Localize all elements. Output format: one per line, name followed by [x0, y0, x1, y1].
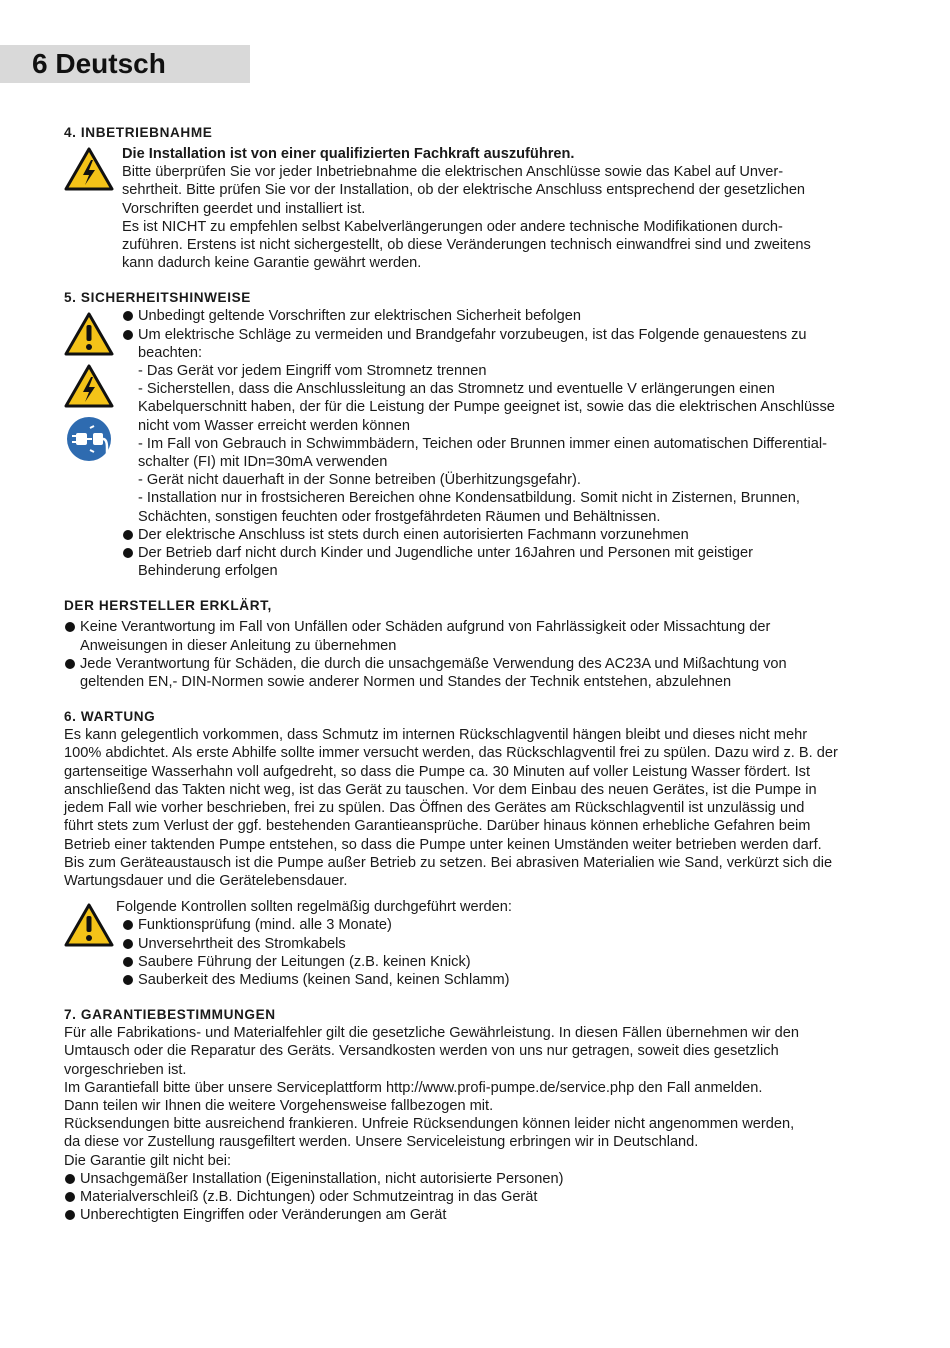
text-line: Wartungsdauer und die Gerätelebensdauer. — [64, 872, 348, 889]
text-line: Im Garantiefall bitte über unsere Serviceplattform http://www.profi-pumpe.de/service.php den Fall anmelden. — [64, 1079, 763, 1096]
text-line: Es ist NICHT zu empfehlen selbst Kabelverlängerungen oder andere technische Modifikationen durch- — [122, 218, 783, 235]
list-item: Unbedingt geltende Vorschriften zur elektrischen Sicherheit befolgen — [122, 307, 890, 325]
list-item: Funktionsprüfung (mind. alle 3 Monate) — [122, 916, 890, 934]
section-7-heading: 7. GARANTIEBESTIMMUNGEN — [64, 1007, 276, 1023]
section-4-body — [64, 145, 890, 272]
dash-line: - Das Gerät vor jedem Eingriff vom Stromnetz trennen — [138, 363, 487, 380]
dash-line: Kabelquerschnitt haben, der für die Leistung der Pumpe geeignet ist, sowie das die elektrischen Anschlüsse — [138, 399, 835, 416]
text-line: Rücksendungen bitte ausreichend frankieren. Unfreie Rücksendungen können leider nicht angenommen werden, — [64, 1116, 795, 1133]
section-4-bold-line: Die Installation ist von einer qualifizierten Fachkraft auszuführen. — [122, 146, 575, 162]
text-line: Bitte überprüfen Sie vor jeder Inbetriebnahme die elektrischen Anschlüsse sowie das Kabel auf Unver- — [122, 164, 784, 181]
page-title: 6 Deutsch — [32, 48, 166, 79]
text-line: anschließend das Takten nicht weg, ist das Gerät zu tauschen. Vor dem Einbau des neuen Gerätes, ist die Pumpe in — [64, 781, 817, 798]
section-6-body — [64, 726, 890, 890]
text-line: Keine Verantwortung im Fall von Unfällen oder Schäden aufgrund von Fahrlässigkeit oder Missachtung der — [80, 619, 771, 636]
text-line: Dann teilen wir Ihnen die weitere Vorgehensweise fallbezogen mit. — [64, 1097, 494, 1114]
section-5-heading: 5. SICHERHEITSHINWEISE — [64, 290, 251, 306]
dash-line: - Installation nur in frostsicheren Bereichen ohne Kondensatbildung. Somit nicht in Zisternen, Brunnen, — [138, 490, 800, 507]
text-line: Es kann gelegentlich vorkommen, dass Schmutz im internen Rückschlagventil hängen bleibt und dieses nicht mehr — [64, 727, 808, 744]
list-item: Der elektrische Anschluss ist stets durch einen autorisierten Fachmann vorzunehmen — [122, 526, 890, 544]
section-5-list-2 — [122, 526, 890, 581]
text-line: Der Betrieb darf nicht durch Kinder und Jugendliche unter 16Jahren und Personen mit geistiger — [138, 545, 753, 562]
manufacturer-heading: DER HERSTELLER ERKLÄRT, — [64, 598, 272, 614]
list-item — [64, 655, 890, 691]
section-5-list — [122, 307, 890, 362]
list-item: Materialverschleiß (z.B. Dichtungen) oder Schmutzeintrag in das Gerät — [64, 1188, 890, 1206]
text-line: vorgeschrieben ist. — [64, 1061, 187, 1078]
text-line: Um elektrische Schläge zu vermeiden und Brandgefahr vorzubeugen, ist das Folgende genauestens zu — [138, 326, 807, 343]
section-6-heading: 6. WARTUNG — [64, 709, 156, 725]
dash-line: schalter (FI) mit IDn=30mA verwenden — [138, 454, 388, 471]
list-item: Sauberkeit des Mediums (keinen Sand, keinen Schlamm) — [122, 971, 890, 989]
dash-line: - Im Fall von Gebrauch in Schwimmbädern, Teichen oder Brunnen immer einen automatischen Differential- — [138, 435, 827, 452]
text-line: beachten: — [138, 344, 203, 361]
warning-general-icon — [64, 903, 116, 947]
text-line: Bis zum Geräteaustausch ist die Pumpe außer Betrieb zu setzen. Bei abrasiven Materialien wie Sand, verkürzt sich die — [64, 854, 833, 871]
dash-line: Schächten, sonstigen feuchten oder frostgefährdeten Räumen und Behältnissen. — [138, 508, 661, 525]
dash-line: - Gerät nicht dauerhaft in der Sonne betreiben (Überhitzungsgefahr). — [138, 472, 581, 489]
section-4-heading: 4. INBETRIEBNAHME — [64, 125, 213, 140]
list-item: Saubere Führung der Leitungen (z.B. keinen Knick) — [122, 953, 890, 971]
text-line: Umtausch oder die Reparatur des Geräts. Versandkosten werden von uns nur getragen, soweit dies gesetzlich — [64, 1043, 779, 1060]
maintenance-checks — [64, 898, 890, 989]
dash-line: nicht vom Wasser erreicht werden können — [138, 417, 410, 434]
list-item: Unsachgemäßer Installation (Eigeninstallation, nicht autorisierte Personen) — [64, 1170, 890, 1188]
text-line: sehrtheit. Bitte prüfen Sie vor der Installation, ob der elektrische Anschluss entsprechend der gesetzlichen — [122, 182, 806, 199]
page-content — [64, 124, 890, 1224]
text-line: Vorschriften geerdet und installiert ist. — [122, 200, 366, 217]
unplug-icon — [66, 416, 122, 462]
text-line: Für alle Fabrikations- und Materialfehler gilt die gesetzliche Gewährleistung. In diesen Fällen übernehmen wir den — [64, 1025, 799, 1042]
text-line: geltenden EN,- DIN-Normen sowie anderer Normen und Standes der Technik entstehen, abzulehnen — [80, 674, 732, 691]
section-7-body — [64, 1024, 890, 1224]
text-line: Behinderung erfolgen — [138, 563, 278, 580]
dash-list — [122, 362, 890, 526]
text-line: jedem Fall wie vorher beschrieben, frei zu spülen. Das Öffnen des Gerätes am Rückschlagventil ist unzulässig und — [64, 800, 805, 817]
list-item — [64, 618, 890, 654]
list-item: Unversehrtheit des Stromkabels — [122, 935, 890, 953]
warning-general-icon — [64, 312, 122, 356]
list-item — [122, 544, 890, 580]
manufacturer-list — [64, 618, 890, 691]
warranty-exclusions-list — [64, 1170, 890, 1225]
text-line: führt stets zum Verlust der ggf. bestehenden Garantieansprüche. Darüber hinaus können erhebliche Gefahren beim — [64, 818, 811, 835]
text-line: gartenseitige Wasserhahn voll aufgedreht, so dass die Pumpe ca. 30 Minuten auf voller Leistung Wasser fördert. Ist — [64, 763, 811, 780]
text-line: Betrieb einer taktenden Pumpe entstehen, so dass die Pumpe unter keinen Umständen weiter betrieben werden darf. — [64, 836, 822, 853]
text-line: kann dadurch keine Garantie gewährt werden. — [122, 255, 422, 272]
checks-intro: Folgende Kontrollen sollten regelmäßig durchgeführt werden: — [116, 899, 512, 916]
text-line: Anweisungen in dieser Anleitung zu übernehmen — [80, 637, 397, 654]
dash-line: - Sicherstellen, dass die Anschlussleitung an das Stromnetz und eventuelle V erlängerungen einen — [138, 381, 775, 398]
section-5-body — [64, 307, 890, 580]
text-line: Jede Verantwortung für Schäden, die durch die unsachgemäße Verwendung des AC23A und Mißachtung von — [80, 655, 787, 672]
list-item — [122, 326, 890, 362]
text-line: Die Garantie gilt nicht bei: — [64, 1152, 232, 1169]
warning-electric-icon — [64, 147, 122, 191]
list-item: Unberechtigten Eingriffen oder Veränderungen am Gerät — [64, 1206, 890, 1224]
text-line: 100% abdichtet. Als erste Abhilfe sollte immer versucht werden, das Rückschlagventil frei zu spülen. Dazu wird z. B. der — [64, 745, 838, 762]
text-line: zuführen. Erstens ist nicht sichergestellt, ob diese Veränderungen technisch einwandfrei sind und zweitens — [122, 237, 811, 254]
text-line: da diese vor Zustellung rausgefiltert werden. Unsere Serviceleistung erbringen wir in Deutschland. — [64, 1134, 699, 1151]
checks-list — [122, 916, 890, 989]
warning-electric-icon — [64, 364, 122, 408]
